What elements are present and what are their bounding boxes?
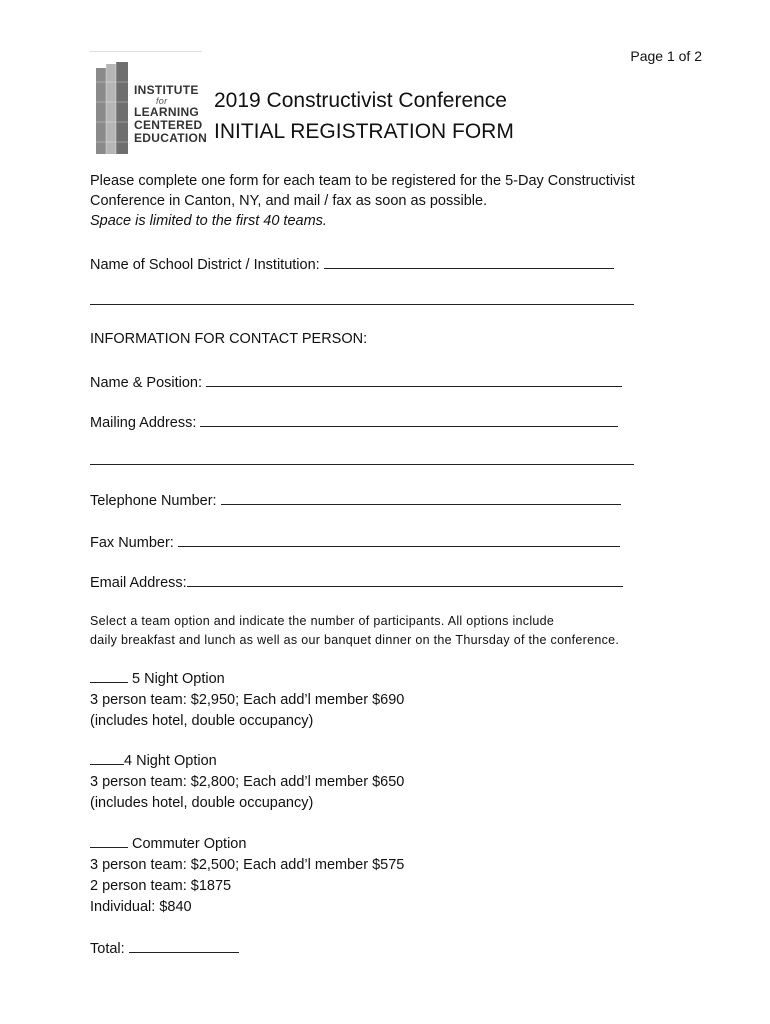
page-number: Page 1 of 2 xyxy=(630,48,702,64)
option-commuter-label: Commuter Option xyxy=(132,836,247,852)
mailing-address-line[interactable] xyxy=(200,412,618,427)
logo-line-5: EDUCATION xyxy=(134,131,208,145)
form-subtitle: INITIAL REGISTRATION FORM xyxy=(214,120,514,143)
intro-line-2: Conference in Canton, NY, and mail / fax as soon as possible. xyxy=(90,193,488,209)
option-5-night-blank[interactable] xyxy=(90,669,128,683)
email-label: Email Address: xyxy=(90,575,187,591)
mailing-address-line-2[interactable] xyxy=(90,464,634,465)
select-line-1: Select a team option and indicate the number of participants. All options include xyxy=(90,614,555,628)
option-5-night-note: (includes hotel, double occupancy) xyxy=(90,713,314,729)
option-commuter-price-3: 3 person team: $2,500; Each add’l member $575 xyxy=(90,857,405,873)
option-5-night-price: 3 person team: $2,950; Each add’l member $690 xyxy=(90,692,405,708)
fax-line[interactable] xyxy=(178,532,620,547)
fax-label: Fax Number: xyxy=(90,535,174,551)
option-4-night xyxy=(90,751,404,814)
institution-line-2[interactable] xyxy=(90,304,634,305)
institute-logo-icon xyxy=(96,62,130,154)
option-4-night-blank[interactable] xyxy=(90,751,124,765)
intro-line-1: Please complete one form for each team to be registered for the 5-Day Constructivist xyxy=(90,173,635,189)
email-line[interactable] xyxy=(187,572,623,587)
mailing-address-label: Mailing Address: xyxy=(90,415,197,431)
option-5-night-label: 5 Night Option xyxy=(132,671,225,687)
name-position-label: Name & Position: xyxy=(90,375,203,391)
total-label: Total: xyxy=(90,941,125,957)
mailing-address-field[interactable] xyxy=(90,412,618,431)
header-rule xyxy=(90,51,202,52)
logo-line-2: for xyxy=(156,96,168,106)
option-commuter-price-2: 2 person team: $1875 xyxy=(90,878,232,894)
email-field[interactable] xyxy=(90,572,623,591)
select-line-2: daily breakfast and lunch as well as our banquet dinner on the Thursday of the conference. xyxy=(90,633,620,647)
name-position-field[interactable] xyxy=(90,372,622,391)
option-commuter-blank[interactable] xyxy=(90,834,128,848)
intro-paragraph xyxy=(90,171,635,231)
option-5-night xyxy=(90,669,404,732)
option-4-night-price: 3 person team: $2,800; Each add’l member $650 xyxy=(90,774,405,790)
logo-line-3: LEARNING xyxy=(134,105,200,119)
fax-field[interactable] xyxy=(90,532,620,551)
name-position-line[interactable] xyxy=(206,372,622,387)
select-instructions xyxy=(90,612,619,650)
total-field[interactable] xyxy=(90,938,239,957)
option-commuter xyxy=(90,834,404,918)
institution-line[interactable] xyxy=(324,254,614,269)
telephone-label: Telephone Number: xyxy=(90,493,217,509)
contact-heading: INFORMATION FOR CONTACT PERSON: xyxy=(90,331,368,347)
option-4-night-note: (includes hotel, double occupancy) xyxy=(90,795,314,811)
institute-logo-text xyxy=(134,84,207,145)
intro-line-3: Space is limited to the first 40 teams. xyxy=(90,213,327,229)
option-4-night-label: 4 Night Option xyxy=(124,753,217,769)
total-line[interactable] xyxy=(129,938,239,953)
form-title: 2019 Constructivist Conference xyxy=(214,89,507,112)
telephone-line[interactable] xyxy=(221,490,621,505)
logo-line-1: INSTITUTE xyxy=(134,83,199,97)
telephone-field[interactable] xyxy=(90,490,621,509)
logo-line-4: CENTERED xyxy=(134,118,203,132)
institution-label: Name of School District / Institution: xyxy=(90,257,320,273)
institution-field[interactable] xyxy=(90,254,614,273)
option-commuter-price-1: Individual: $840 xyxy=(90,899,192,915)
